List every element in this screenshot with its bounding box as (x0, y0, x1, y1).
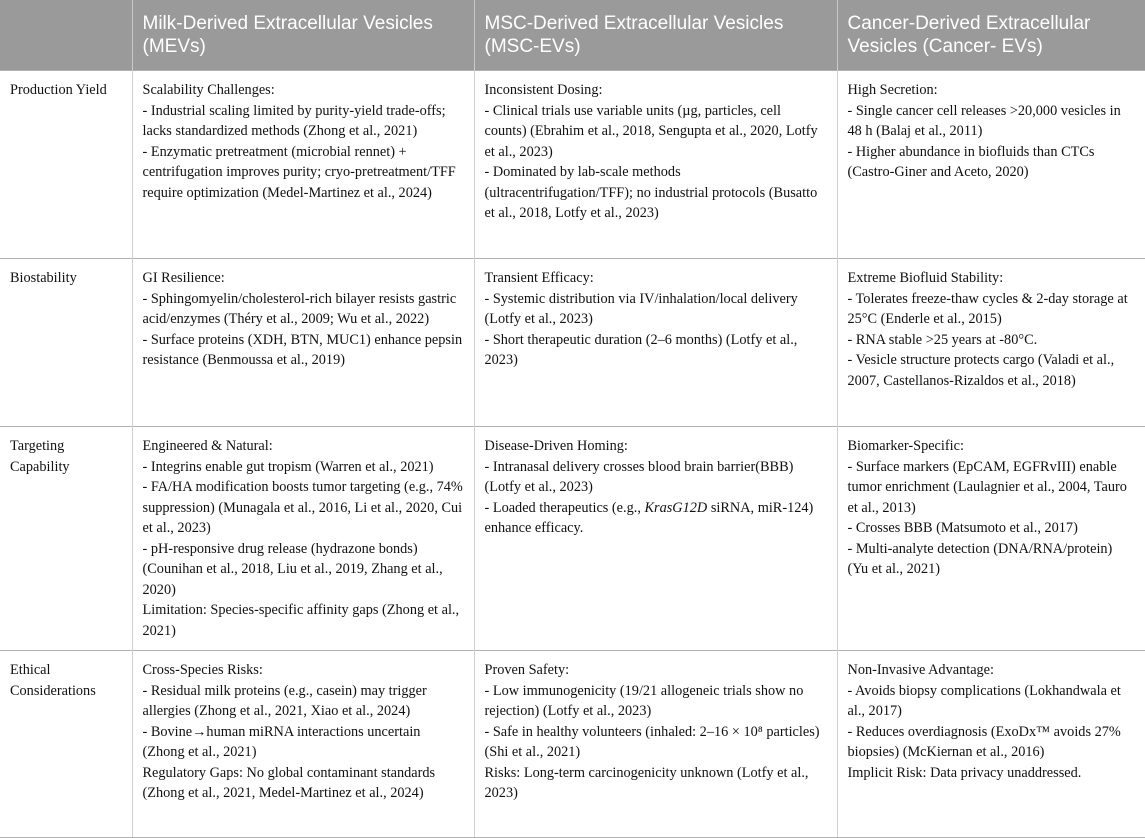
cell-line: Scalability Challenges: (142, 82, 275, 98)
cell-line: - Tolerates freeze-thaw cycles & 2-day storage at 25°C (Enderle et al., 2015) (847, 290, 1128, 327)
cell-text: siRNA, miR-124) enhance efficacy. (484, 499, 814, 536)
cell-line: - Enzymatic pretreatment (microbial rennet) + centrifugation improves purity; cryo-pretreatment/TFF require optimization (Medel-Martinez et al., 2024) (142, 143, 456, 201)
cell-line: - Avoids biopsy complications (Lokhandwala et al., 2017) (847, 682, 1121, 719)
cell-line: Implicit Risk: Data privacy unaddressed. (847, 764, 1082, 781)
cell-text: - Loaded therapeutics (e.g., (484, 499, 645, 516)
cell-line: - Safe in healthy volunteers (inhaled: 2–16 × 10⁸ particles) (Shi et al., 2021) (484, 723, 820, 760)
cell-line: - Industrial scaling limited by purity-yield trade-offs; lacks standardized methods (Zhong et al., 2021) (142, 102, 446, 139)
row-label: Targeting Capability (0, 427, 132, 651)
cell-line: - RNA stable >25 years at -80°C. (847, 331, 1038, 348)
row-label: Production Yield (0, 71, 132, 259)
cell-line (485, 498, 827, 539)
cell-msc-ev (474, 71, 837, 259)
cell-msc-ev (474, 427, 837, 651)
cell-cancer-ev (837, 427, 1145, 651)
cell-line: - Surface markers (EpCAM, EGFRvIII) enable tumor enrichment (Laulagnier et al., 2004, Tauro et al., 2013) (847, 458, 1127, 516)
cell-line: High Secretion: (847, 82, 938, 98)
cell-line: Limitation: Species-specific affinity gaps (Zhong et al., 2021) (142, 602, 460, 639)
cell-mev (132, 651, 474, 838)
cell-line: - Bovine→human miRNA interactions uncertain (Zhong et al., 2021) (142, 723, 421, 760)
header-mev: Milk-Derived Extracellular Vesicles (MEVs) (132, 0, 474, 71)
cell-line: - Surface proteins (XDH, BTN, MUC1) enhance pepsin resistance (Benmoussa et al., 2019) (142, 331, 463, 368)
cell-line: - Sphingomyelin/cholesterol-rich bilayer resists gastric acid/enzymes (Théry et al., 2009; Wu et al., 2022) (142, 290, 457, 327)
cell-cancer-ev (837, 651, 1145, 838)
cell-msc-ev (474, 259, 837, 427)
cell-line: - Clinical trials use variable units (µg, particles, cell counts) (Ebrahim et al., 2018, Sengupta et al., 2020, Lotfy et al., 2023) (484, 102, 818, 160)
cell-mev (132, 259, 474, 427)
cell-line: - Single cancer cell releases >20,000 vesicles in 48 h (Balaj et al., 2011) (847, 102, 1121, 139)
cell-line: Transient Efficacy: (484, 270, 594, 286)
cell-msc-ev (474, 651, 837, 838)
cell-line: Biomarker-Specific: (847, 438, 964, 454)
cell-line: - Crosses BBB (Matsumoto et al., 2017) (847, 520, 1078, 536)
cell-cancer-ev (837, 71, 1145, 259)
cell-line: - Reduces overdiagnosis (ExoDx™ avoids 27% biopsies) (McKiernan et al., 2016) (847, 723, 1121, 760)
cell-line: - Short therapeutic duration (2–6 months) (Lotfy et al., 2023) (484, 331, 798, 368)
cell-line: Regulatory Gaps: No global contaminant standards (Zhong et al., 2021, Medel-Martinez et al., 2024) (142, 764, 436, 801)
header-row (0, 0, 1145, 71)
cell-line: - Systemic distribution via IV/inhalation/local delivery (Lotfy et al., 2023) (484, 290, 798, 327)
cell-mev (132, 71, 474, 259)
cell-cancer-ev (837, 259, 1145, 427)
cell-line: Inconsistent Dosing: (484, 82, 603, 98)
cell-line: Cross-Species Risks: (142, 662, 263, 678)
table-row (0, 259, 1145, 427)
row-label: Biostability (0, 259, 132, 427)
cell-line: Extreme Biofluid Stability: (847, 270, 1004, 286)
cell-line: - Vesicle structure protects cargo (Valadi et al., 2007, Castellanos-Rizaldos et al., 2018) (847, 352, 1115, 389)
cell-line: Disease-Driven Homing: (484, 438, 628, 454)
cell-line: - Low immunogenicity (19/21 allogeneic trials show no rejection) (Lotfy et al., 2023) (484, 682, 804, 719)
cell-line: Engineered & Natural: (142, 438, 273, 454)
row-label: Ethical Considerations (0, 651, 132, 838)
table-row (0, 651, 1145, 838)
header-cancer-ev: Cancer-Derived Extracellular Vesicles (Cancer- EVs) (837, 0, 1145, 71)
cell-line: - Intranasal delivery crosses blood brain barrier(BBB) (Lotfy et al., 2023) (484, 458, 794, 495)
cell-line: Proven Safety: (484, 662, 570, 678)
cell-mev (132, 427, 474, 651)
cell-line: - Multi-analyte detection (DNA/RNA/protein) (Yu et al., 2021) (847, 540, 1113, 577)
cell-line: - Dominated by lab-scale methods (ultracentrifugation/TFF); no industrial protocols (Busatto et al., 2018, Lotfy et al., 2023) (484, 164, 818, 221)
table-row (0, 71, 1145, 259)
table-row (0, 427, 1145, 651)
header-empty (0, 0, 132, 71)
cell-line: - Integrins enable gut tropism (Warren et al., 2021) (142, 458, 434, 475)
gene-name: KrasG12D (644, 499, 708, 516)
cell-line: Risks: Long-term carcinogenicity unknown (Lotfy et al., 2023) (484, 764, 809, 801)
cell-line: - FA/HA modification boosts tumor targeting (e.g., 74% suppression) (Munagala et al., 2016, Li et al., 2020, Cui et al., 2023) (142, 479, 463, 536)
cell-line: - pH-responsive drug release (hydrazone bonds) (Counihan et al., 2018, Liu et al., 2019, Zhang et al., 2020) (142, 540, 443, 598)
cell-line: GI Resilience: (142, 270, 225, 286)
cell-line: - Residual milk proteins (e.g., casein) may trigger allergies (Zhong et al., 2021, Xiao et al., 2024) (142, 682, 427, 719)
cell-line: Non-Invasive Advantage: (847, 662, 995, 678)
header-msc-ev: MSC-Derived Extracellular Vesicles (MSC-EVs) (474, 0, 837, 71)
cell-line: - Higher abundance in biofluids than CTCs (Castro-Giner and Aceto, 2020) (847, 143, 1095, 180)
